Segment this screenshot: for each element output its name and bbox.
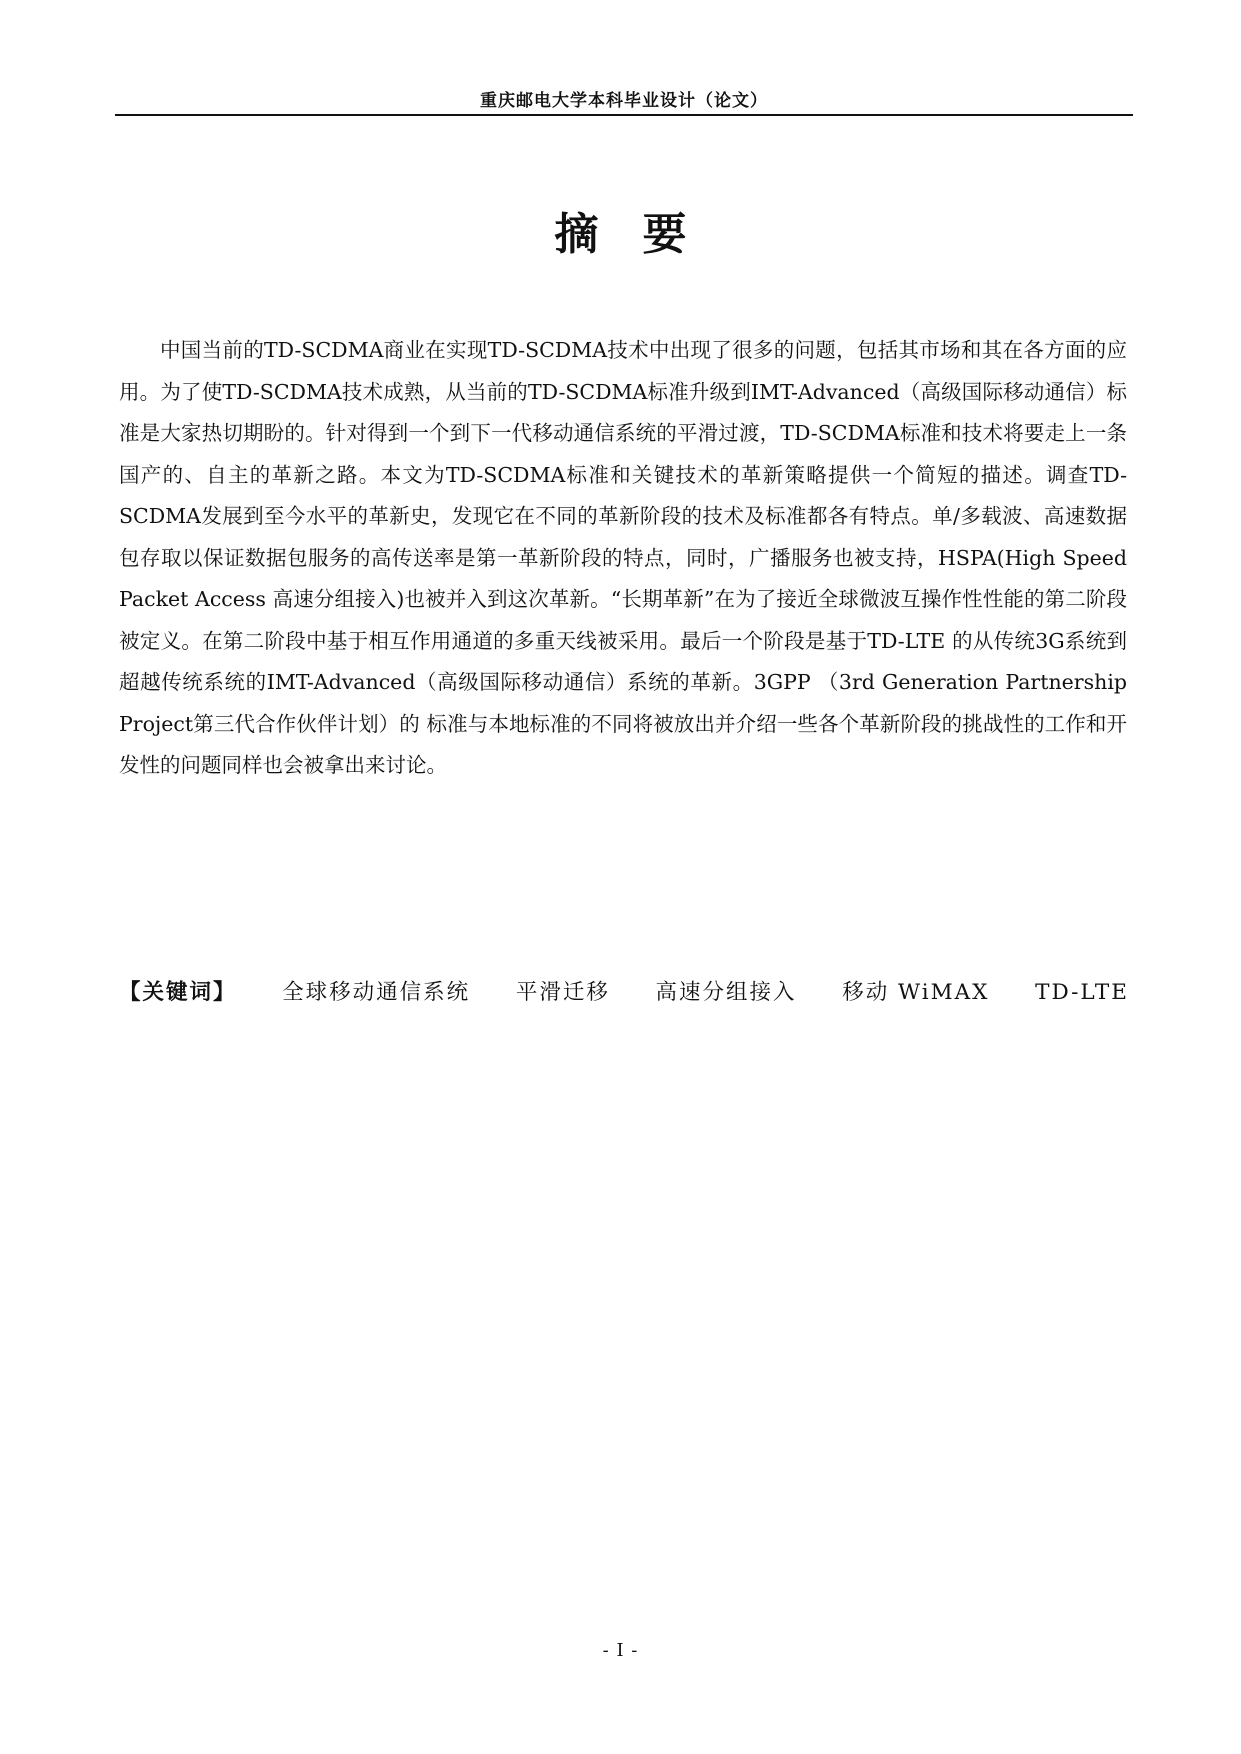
keywords-line [119, 975, 1129, 1006]
keywords-label: 【关键词】 [119, 980, 237, 1005]
running-header: 重庆邮电大学本科毕业设计（论文） [480, 91, 768, 111]
keyword-item: 全球移动通信系统 [282, 980, 471, 1005]
keyword-item: TD-LTE [1035, 980, 1129, 1005]
page-number: - I - [602, 1640, 639, 1661]
keyword-item: 平滑迁移 [515, 980, 610, 1005]
header-rule [115, 114, 1133, 116]
abstract-title: 摘要 [554, 209, 731, 260]
keyword-item: 移动 WiMAX [842, 980, 990, 1005]
abstract-paragraph: 中国当前的TD-SCDMA商业在实现TD-SCDMA技术中出现了很多的问题，包括其市场和其在各方面的应用。为了使TD-SCDMA技术成熟，从当前的TD-SCDMA标准升级到IMT-Advanced（高级国际移动通信）标准是大家热切期盼的。针对得到一个到下一代移动通信系统的平滑过渡，TD-SCDMA标准和技术将要走上一条国产的、自主的革新之路。本文为TD-SCDMA标准和关键技术的革新策略提供一个简短的描述。调查TD-SCDMA发展到至今水平的革新史，发现它在不同的革新阶段的技术及标准都各有特点。单/多载波、高速数据包存取以保证数据包服务的高传送率是第一革新阶段的特点，同时，广播服务也被支持，HSPA(High Speed Packet Access 高速分组接入)也被并入到这次革新。“长期革新”在为了接近全球微波互操作性性能的第二阶段被定义。在第二阶段中基于相互作用通道的多重天线被采用。最后一个阶段是基于TD-LTE 的从传统3G系统到超越传统系统的IMT-Advanced（高级国际移动通信）系统的革新。3GPP （3rd Generation Partnership Project第三代合作伙伴计划）的 标准与本地标准的不同将被放出并介绍一些各个革新阶段的挑战性的工作和开发性的问题同样也会被拿出来讨论。 [119, 338, 1127, 777]
keyword-item: 高速分组接入 [655, 980, 797, 1005]
